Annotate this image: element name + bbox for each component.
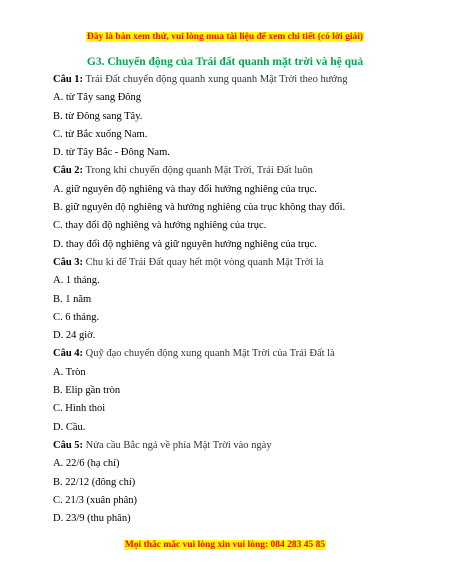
answer-option: A. Tròn: [53, 366, 86, 378]
answer-option: D. thay đổi độ nghiêng và giữ nguyên hướng nghiêng của trục.: [53, 238, 317, 250]
question-label: Câu 5:: [53, 439, 84, 451]
document-title: G3. Chuyển động của Trái đất quanh mặt trời và hệ quả: [86, 56, 364, 68]
question-list: [53, 71, 433, 528]
answer-option: B. Elip gần tròn: [53, 385, 121, 397]
answer-option: D. Cầu.: [53, 421, 86, 433]
answer-option: B. giữ nguyên độ nghiêng và hướng nghiêng của trục không thay đổi.: [53, 202, 346, 214]
answer-option: A. giữ nguyên độ nghiêng và thay đổi hướng nghiêng của trục.: [53, 183, 317, 195]
answer-option: D. 23/9 (thu phân): [53, 513, 131, 525]
contact-footer-text: Mọi thắc mắc vui lòng xin vui lòng: 084 283 45 85: [124, 540, 326, 550]
question-label: Câu 2:: [53, 165, 84, 177]
answer-option: B. 1 năm: [53, 293, 92, 305]
answer-option: C. 6 tháng.: [53, 311, 100, 323]
answer-option: A. 1 tháng.: [53, 275, 100, 287]
question-5: [53, 437, 433, 455]
answer-option: A. từ Tây sang Đông: [53, 92, 142, 104]
contact-footer: [0, 534, 450, 552]
question-2: [53, 162, 433, 180]
question-4: [53, 345, 433, 363]
answer-option: B. 22/12 (đông chí): [53, 476, 136, 488]
question-label: Câu 4:: [53, 348, 84, 360]
question-text: Quỹ đạo chuyển động xung quanh Mặt Trời của Trái Đất là: [83, 348, 335, 360]
answer-option: A. 22/6 (hạ chí): [53, 458, 120, 470]
question-text: Trong khi chuyển động quanh Mặt Trời, Trái Đất luôn: [83, 165, 313, 177]
answer-option: C. Hình thoi: [53, 403, 106, 415]
question-text: Trái Đất chuyển động quanh xung quanh Mặt Trời theo hướng: [83, 74, 348, 85]
preview-banner-text: Đây là bản xem thử, vui lòng mua tài liệu để xem chi tiết (có lời giải): [86, 32, 364, 42]
question-1: [53, 71, 433, 89]
question-3: [53, 254, 433, 272]
answer-option: C. từ Bắc xuống Nam.: [53, 128, 148, 140]
question-text: Nửa cầu Bắc ngả về phía Mặt Trời vào ngày: [83, 439, 272, 451]
answer-option: D. 24 giờ.: [53, 330, 96, 342]
answer-option: B. từ Đông sang Tây.: [53, 110, 143, 122]
question-label: Câu 3:: [53, 256, 84, 268]
answer-option: D. từ Tây Bắc - Đông Nam.: [53, 147, 170, 159]
answer-option: C. 21/3 (xuân phân): [53, 494, 137, 506]
answer-option: C. thay đổi độ nghiêng và hướng nghiêng của trục.: [53, 220, 267, 232]
question-label: Câu 1:: [53, 74, 84, 85]
question-text: Chu kì để Trái Đất quay hết một vòng quanh Mặt Trời là: [83, 256, 324, 268]
preview-banner: [0, 26, 450, 44]
